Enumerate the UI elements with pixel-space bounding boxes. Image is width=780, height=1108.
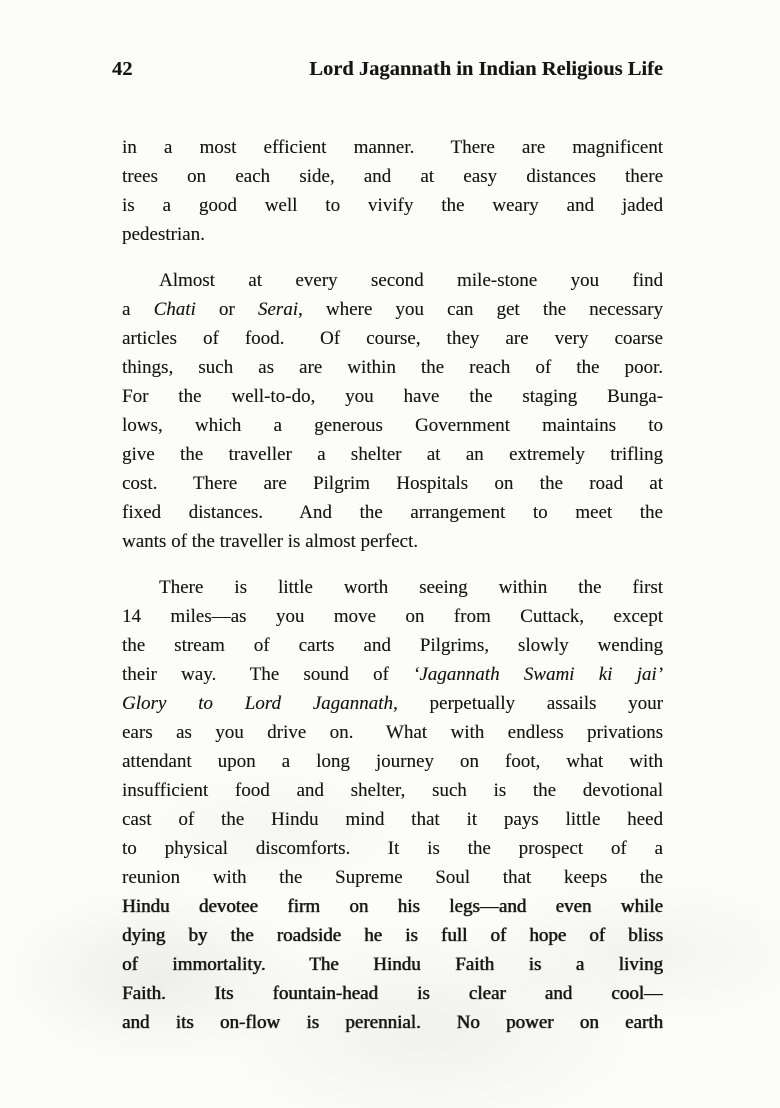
body-text: , where you can get the necessary (297, 299, 663, 320)
text-line (122, 718, 663, 747)
text-line (122, 573, 663, 602)
body-text: their way. The sound of (122, 664, 414, 685)
text-line (122, 382, 663, 411)
body-text: Hindu devotee firm on his legs—and even while (122, 896, 663, 917)
text-line (122, 527, 663, 556)
paragraph (122, 133, 663, 249)
text-line (122, 295, 663, 324)
text-line (122, 324, 663, 353)
text-line (122, 660, 663, 689)
italic-text: Chati (153, 299, 196, 320)
text-line (122, 863, 663, 892)
text-line (122, 892, 663, 921)
text-line (122, 834, 663, 863)
text-line (122, 747, 663, 776)
text-line (122, 776, 663, 805)
body-text: Almost at every second mile-stone you find (159, 270, 663, 291)
page-number: 42 (112, 58, 133, 80)
body-text: pedestrian. (122, 224, 205, 245)
text-line (122, 498, 663, 527)
body-text: insufficient food and shelter, such is the devotional (122, 780, 663, 801)
italic-text: ‘Jagannath Swami ki jai’ (413, 664, 663, 685)
body-text: the stream of carts and Pilgrims, slowly wending (122, 635, 663, 656)
body-text: wants of the traveller is almost perfect. (122, 531, 418, 552)
body-text: ears as you drive on. What with endless privations (122, 722, 663, 743)
body-text: dying by the roadside he is full of hope of bliss (122, 925, 663, 946)
text-line (122, 220, 663, 249)
italic-text: Serai (257, 299, 298, 320)
text-line (122, 689, 663, 718)
body-text: perpetually assails your (397, 693, 663, 714)
text-line (122, 353, 663, 382)
text-block (122, 133, 663, 1037)
body-text: and its on-flow is perennial. No power on earth (122, 1012, 663, 1033)
text-line (122, 950, 663, 979)
text-line (122, 191, 663, 220)
body-text: to physical discomforts. It is the prospect of a (122, 838, 663, 859)
body-text: There is little worth seeing within the first (159, 577, 663, 598)
body-text: Faith. Its fountain-head is clear and cool— (122, 983, 663, 1004)
text-line (122, 440, 663, 469)
body-text: of immortality. The Hindu Faith is a living (122, 954, 663, 975)
body-text: articles of food. Of course, they are very coarse (122, 328, 663, 349)
body-text: attendant upon a long journey on foot, what with (122, 751, 663, 772)
text-line (122, 266, 663, 295)
text-line (122, 1008, 663, 1037)
body-text: lows, which a generous Government maintains to (122, 415, 663, 436)
running-title: Lord Jagannath in Indian Religious Life (309, 58, 663, 80)
body-text: 14 miles—as you move on from Cuttack, except (122, 606, 663, 627)
text-line (122, 411, 663, 440)
body-text: For the well-to-do, you have the staging Bunga- (122, 386, 663, 407)
body-text: or (195, 299, 258, 320)
body-text: a (122, 299, 154, 320)
text-line (122, 631, 663, 660)
paragraph (122, 573, 663, 1037)
body-text: give the traveller a shelter at an extremely trifling (122, 444, 663, 465)
body-text: cost. There are Pilgrim Hospitals on the road at (122, 473, 663, 494)
text-line (122, 805, 663, 834)
body-text: trees on each side, and at easy distances there (122, 166, 663, 187)
text-line (122, 469, 663, 498)
body-text: cast of the Hindu mind that it pays little heed (122, 809, 663, 830)
text-line (122, 133, 663, 162)
page-header (112, 58, 663, 81)
paragraph (122, 266, 663, 556)
body-text: is a good well to vivify the weary and jaded (122, 195, 663, 216)
text-line (122, 921, 663, 950)
text-line (122, 602, 663, 631)
body-text: things, such as are within the reach of the poor. (122, 357, 663, 378)
text-line (122, 162, 663, 191)
italic-text: Glory to Lord Jagannath, (122, 693, 398, 714)
body-text: reunion with the Supreme Soul that keeps the (122, 867, 663, 888)
text-line (122, 979, 663, 1008)
body-text: fixed distances. And the arrangement to meet the (122, 502, 663, 523)
body-text: in a most efficient manner. There are magnificent (122, 137, 663, 158)
